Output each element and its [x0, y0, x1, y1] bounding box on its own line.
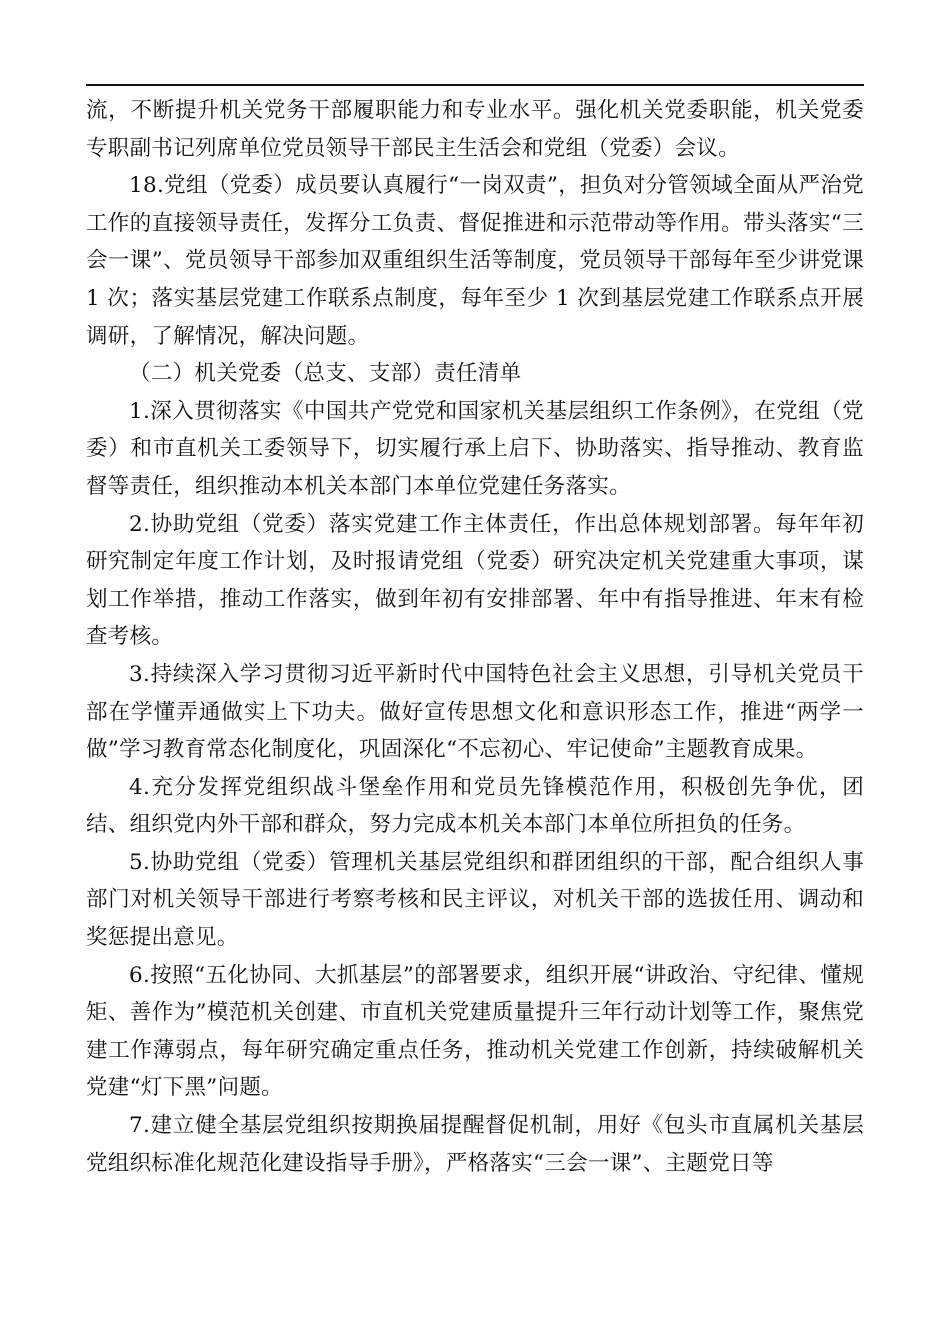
paragraph-item-7: 7.建立健全基层党组织按期换届提醒督促机制，用好《包头市直属机关基层党组织标准化规范化建设指导手册》，严格落实“三会一课”、主题党日等: [86, 1113, 864, 1176]
paragraph-item-18: 18.党组（党委）成员要认真履行“一岗双责”，担负对分管领域全面从严治党工作的直接领导责任，发挥分工负责、督促推进和示范带动等作用。带头落实“三会一课”、党员领导干部参加双重组织生活等制度，党员领导干部每年至少讲党课 1 次；落实基层党建工作联系点制度，每年至少 1 次到基层党建工作联系点开展调研，了解情况，解决问题。: [86, 173, 864, 349]
paragraph-item-6: 6.按照“五化协同、大抓基层”的部署要求，组织开展“讲政治、守纪律、懂规矩、善作为”模范机关创建、市直机关党建质量提升三年行动计划等工作，聚焦党建工作薄弱点，每年研究确定重点任务，推动机关党建工作创新，持续破解机关党建“灯下黑”问题。: [86, 962, 864, 1101]
section-heading: （二）机关党委（总支、支部）责任清单: [129, 361, 522, 387]
paragraph-continuation: 流，不断提升机关党务干部履职能力和专业水平。强化机关党委职能，机关党委专职副书记列席单位党员领导干部民主生活会和党组（党委）会议。: [86, 98, 864, 161]
paragraph-item-4: 4.充分发挥党组织战斗堡垒作用和党员先锋模范作用，积极创先争优，团结、组织党内外干部和群众，努力完成本机关本部门本单位所担负的任务。: [86, 774, 864, 838]
paragraph-item-2: 2.协助党组（党委）落实党建工作主体责任，作出总体规划部署。每年年初研究制定年度工作计划，及时报请党组（党委）研究决定机关党建重大事项，谋划工作举措，推动工作落实，做到年初有安排部署、年中有指导推进、年末有检查考核。: [86, 511, 864, 650]
paragraph-item-5: 5.协助党组（党委）管理机关基层党组织和群团组织的干部，配合组织人事部门对机关领导干部进行考察考核和民主评议，对机关干部的选拔任用、调动和奖惩提出意见。: [86, 849, 864, 951]
paragraph-item-3: 3.持续深入学习贯彻习近平新时代中国特色社会主义思想，引导机关党员干部在学懂弄通做实上下功夫。做好宣传思想文化和意识形态工作，推进“两学一做”学习教育常态化制度化，巩固深化“不忘初心、牢记使命”主题教育成果。: [86, 661, 864, 763]
paragraph-item-1: 1.深入贯彻落实《中国共产党党和国家机关基层组织工作条例》，在党组（党委）和市直机关工委领导下，切实履行承上启下、协助落实、指导推动、教育监督等责任，组织推动本机关本部门本单位党建任务落实。: [86, 398, 864, 499]
document-page: [86, 84, 864, 1182]
header-rule: [86, 84, 864, 86]
